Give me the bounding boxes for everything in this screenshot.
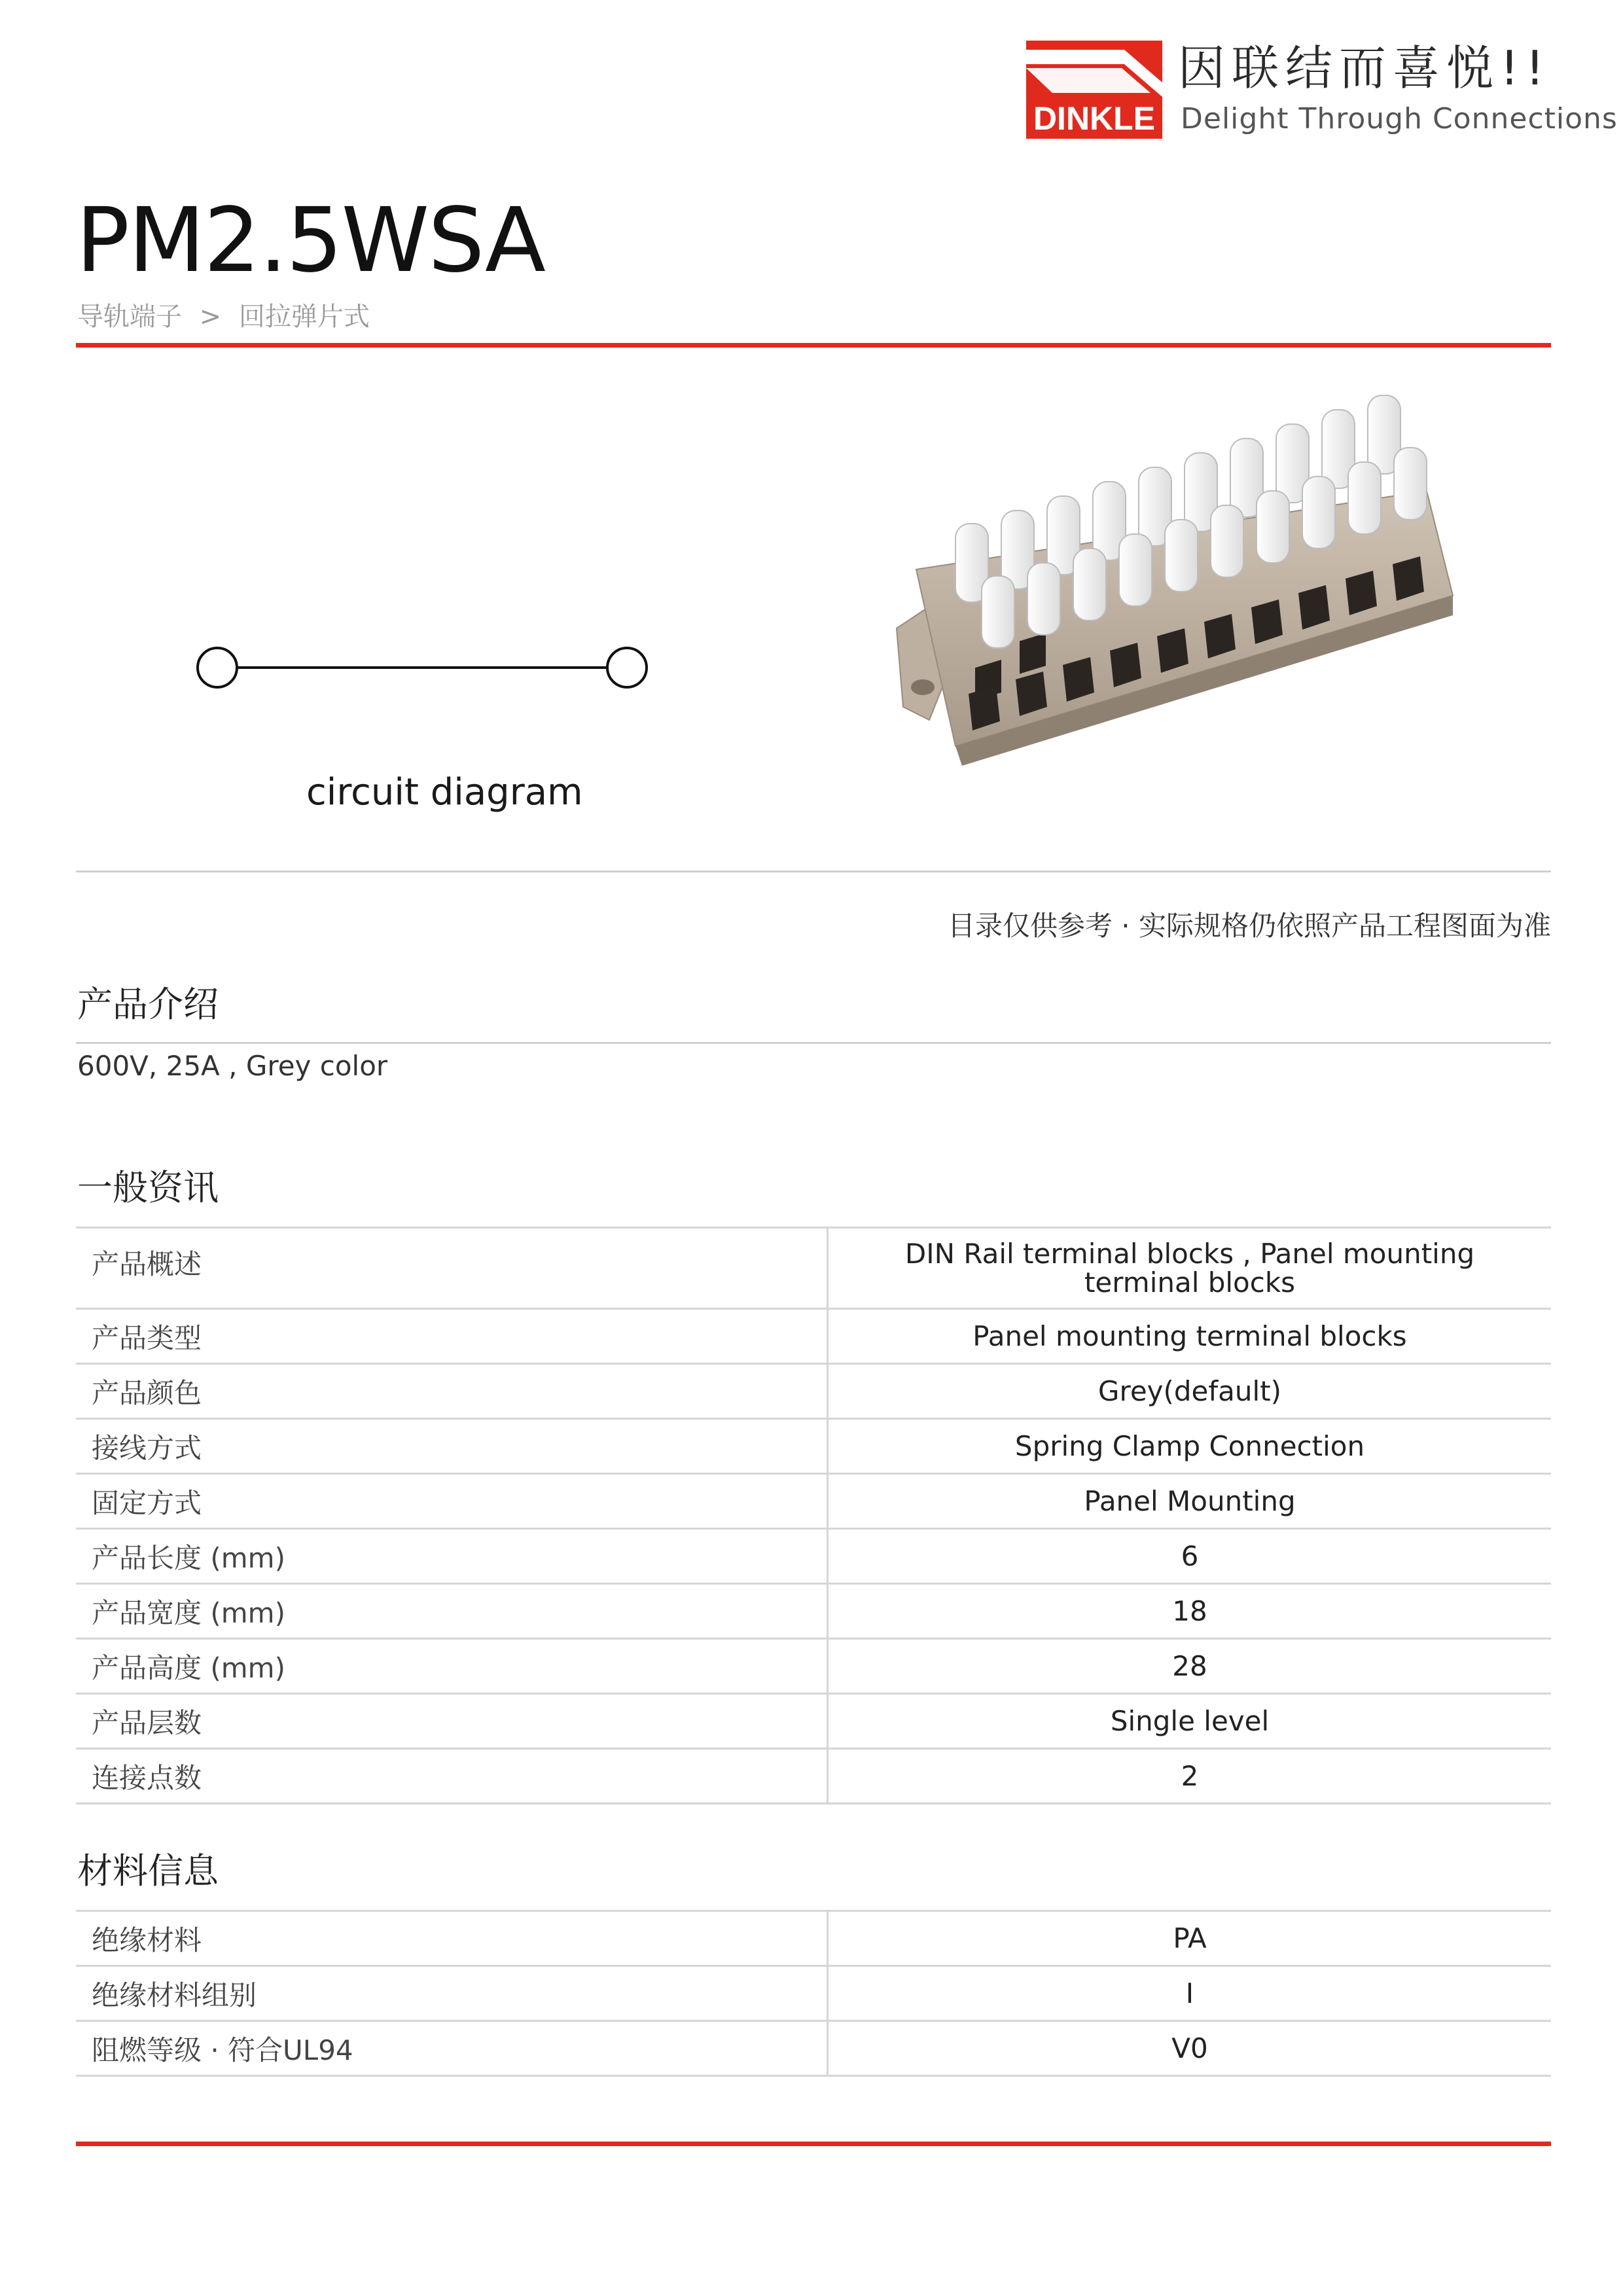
spec-label: 接线方式 xyxy=(76,1419,828,1474)
spec-label: 产品层数 xyxy=(76,1694,828,1749)
breadcrumb-item[interactable]: 回拉弹片式 xyxy=(238,302,370,332)
table-row xyxy=(76,1911,1551,1966)
brand-name: DINKLE xyxy=(1033,100,1156,137)
breadcrumb-separator: > xyxy=(199,302,222,332)
footer-divider xyxy=(76,2142,1551,2146)
spec-value: Panel Mounting xyxy=(1084,1485,1296,1517)
spec-label: 固定方式 xyxy=(76,1474,828,1529)
spec-value: 6 xyxy=(1181,1540,1199,1572)
dinkle-logo-icon xyxy=(1026,41,1162,139)
header-divider xyxy=(76,343,1551,348)
spec-value: PA xyxy=(1173,1922,1207,1954)
table-row xyxy=(76,1364,1551,1419)
table-row xyxy=(76,1749,1551,1804)
brand-logo xyxy=(1026,41,1618,139)
spec-label: 产品颜色 xyxy=(76,1364,828,1419)
table-row xyxy=(76,1966,1551,2021)
spec-label: 绝缘材料组别 xyxy=(76,1966,828,2021)
disclaimer-note: 目录仅供参考 · 实际规格仍依照产品工程图面为准 xyxy=(947,910,1551,942)
product-photo xyxy=(890,380,1479,772)
table-row xyxy=(76,1228,1551,1309)
spec-value: 2 xyxy=(1181,1760,1199,1792)
tagline-en: Delight Through Connections xyxy=(1181,102,1618,135)
section-title-intro: 产品介绍 xyxy=(77,984,219,1025)
circuit-diagram xyxy=(196,628,654,707)
section-title-material: 材料信息 xyxy=(77,1850,219,1892)
spec-value: DIN Rail terminal blocks , Panel mounting terminal blocks xyxy=(904,1237,1475,1299)
spec-value: Panel mounting terminal blocks xyxy=(972,1320,1407,1352)
spec-label: 产品概述 xyxy=(76,1228,828,1309)
spec-label: 产品长度 (mm) xyxy=(76,1529,828,1584)
table-row xyxy=(76,1694,1551,1749)
spec-value: Spring Clamp Connection xyxy=(1014,1430,1365,1462)
table-row xyxy=(76,1474,1551,1529)
intro-text: 600V, 25A , Grey color xyxy=(77,1050,388,1082)
spec-value: V0 xyxy=(1171,2032,1208,2064)
breadcrumb-item[interactable]: 导轨端子 xyxy=(77,302,182,332)
table-row xyxy=(76,1419,1551,1474)
table-row xyxy=(76,2021,1551,2076)
spec-label: 产品高度 (mm) xyxy=(76,1639,828,1694)
spec-value: Grey(default) xyxy=(1097,1375,1282,1407)
general-spec-table xyxy=(76,1227,1551,1804)
table-row xyxy=(76,1529,1551,1584)
figure-divider xyxy=(76,870,1551,872)
terminal-node-left xyxy=(198,648,237,687)
spec-label: 阻燃等级 · 符合UL94 xyxy=(76,2021,828,2076)
tagline-cn: 因联结而喜悦!! xyxy=(1178,41,1551,96)
spec-value: 18 xyxy=(1172,1595,1207,1627)
page-title: PM2.5WSA xyxy=(76,189,544,293)
circuit-caption: circuit diagram xyxy=(306,771,583,814)
spec-value: 28 xyxy=(1172,1650,1207,1682)
section-divider xyxy=(76,1042,1551,1044)
table-row xyxy=(76,1309,1551,1364)
terminal-node-right xyxy=(607,648,647,687)
spec-value: I xyxy=(1185,1977,1194,2009)
table-row xyxy=(76,1584,1551,1639)
spec-label: 连接点数 xyxy=(76,1749,828,1804)
breadcrumb xyxy=(77,296,370,333)
section-title-general: 一般资讯 xyxy=(77,1167,219,1208)
table-row xyxy=(76,1639,1551,1694)
spec-label: 绝缘材料 xyxy=(76,1911,828,1966)
material-spec-table xyxy=(76,1910,1551,2077)
spec-label: 产品类型 xyxy=(76,1309,828,1364)
spec-label: 产品宽度 (mm) xyxy=(76,1584,828,1639)
spec-value: Single level xyxy=(1110,1705,1270,1737)
